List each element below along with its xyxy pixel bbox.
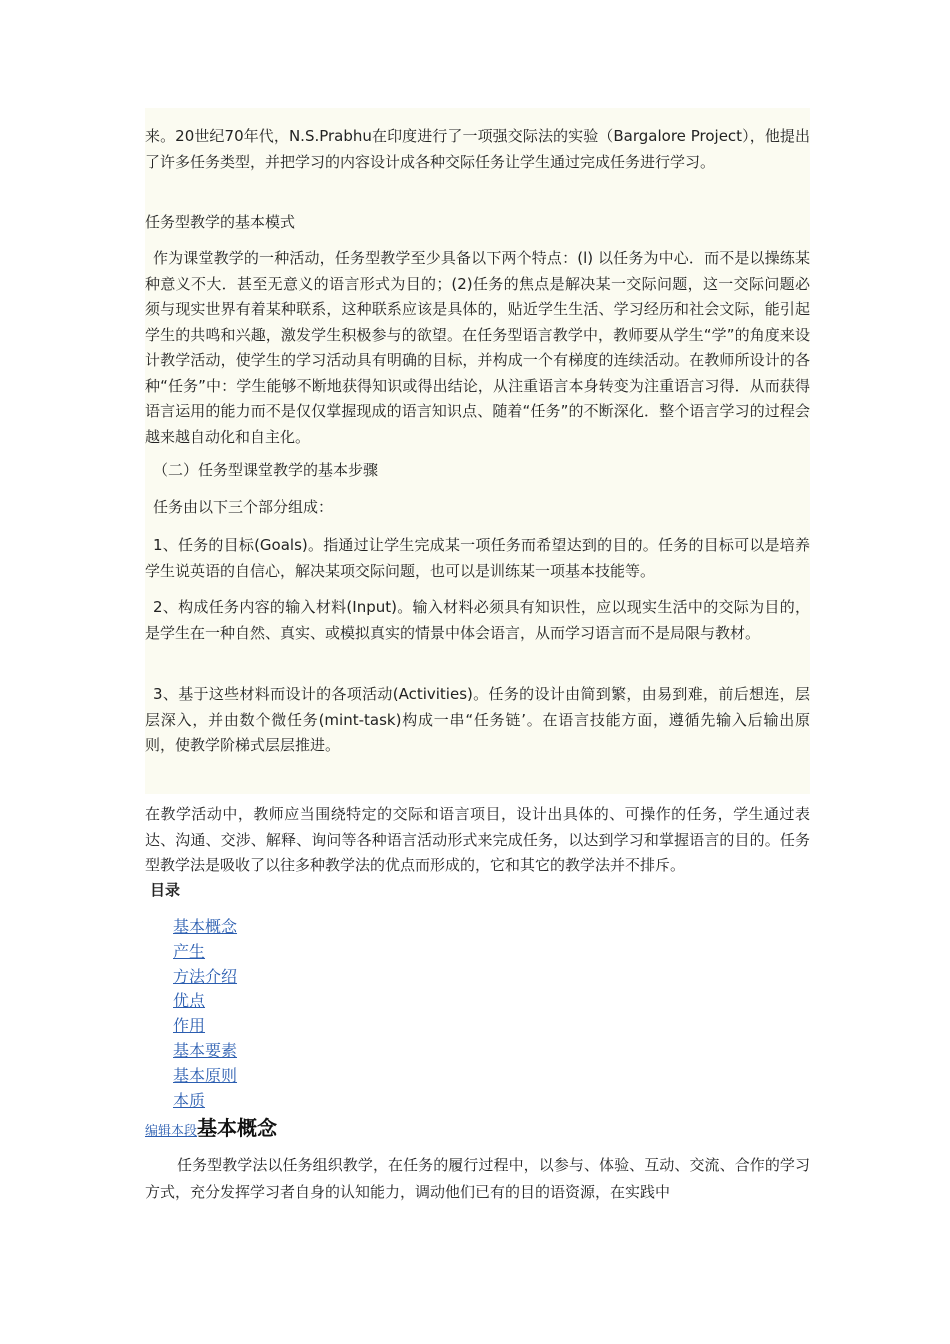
paragraph-steps-intro: 任务由以下三个部分组成： bbox=[153, 498, 334, 516]
section-heading bbox=[145, 1112, 277, 1141]
paragraph-step-1: 1、任务的目标(Goals)。指通过让学生完成某一项任务而希望达到的目的。任务的目标可以是培养学生说英语的自信心，解决某项交际问题，也可以是训练某一项基本技能等。 bbox=[145, 536, 810, 580]
edit-section-link[interactable]: 编辑本段 bbox=[145, 1124, 198, 1139]
heading-basic-model: 任务型教学的基本模式 bbox=[145, 213, 296, 231]
heading-basic-steps: （二）任务型课堂教学的基本步骤 bbox=[153, 461, 379, 479]
paragraph-features: 作为课堂教学的一种活动，任务型教学至少具备以下两个特点：(l) 以任务为中心．而不是以操练某种意义不大．甚至无意义的语言形式为目的；(2)任务的焦点是解决某一交际问题，这一交际问题必须与现实世界有着某种联系，这种联系应该是具体的，贴近学生生活、学习经历和社会文际，能引起学生的共鸣和兴趣，激发学生积极参与的欲望。在任务型语言教学中，教师要从学生“学”的角度来设计教学活动，使学生的学习活动具有明确的目标，并构成一个有梯度的连续活动。在教师所设计的各种“任务”中：学生能够不断地获得知识或得出结论，从注重语言本身转变为注重语言习得．从而获得语言运用的能力而不是仅仅掌握现成的语言知识点、随着“任务”的不断深化．整个语言学习的过程会越来越自动化和自主化。 bbox=[145, 249, 810, 446]
toc-link-origin[interactable]: 产生 bbox=[173, 941, 206, 961]
toc-title: 目录 bbox=[150, 881, 181, 899]
toc-link-principles[interactable]: 基本原则 bbox=[173, 1065, 238, 1085]
paragraph-step-2: 2、构成任务内容的输入材料(Input)。输入材料必须具有知识性，应以现实生活中的交际为目的，是学生在一种自然、真实、或模拟真实的情景中体会语言，从而学习语言而不是局限与教材。 bbox=[145, 598, 810, 642]
paragraph-teaching-activity: 在教学活动中，教师应当围绕特定的交际和语言项目，设计出具体的、可操作的任务，学生通过表达、沟通、交涉、解释、询问等各种语言活动形式来完成任务，以达到学习和掌握语言的目的。任务型教学法是吸收了以往多种教学法的优点而形成的，它和其它的教学法并不排斥。 bbox=[145, 805, 810, 874]
paragraph-basic-concept: 任务型教学法以任务组织教学，在任务的履行过程中，以参与、体验、互动、交流、合作的学习方式，充分发挥学习者自身的认知能力，调动他们已有的目的语资源，在实践中 bbox=[145, 1156, 810, 1201]
toc-link-function[interactable]: 作用 bbox=[173, 1016, 206, 1036]
paragraph-intro-continued: 来。20世纪70年代，N.S.Prabhu在印度进行了一项强交际法的实验（Bargalore Project），他提出了许多任务类型，并把学习的内容设计成各种交际任务让学生通过完成任务进行学习。 bbox=[145, 127, 810, 171]
table-of-contents bbox=[173, 915, 237, 1113]
toc-link-essence[interactable]: 本质 bbox=[173, 1090, 206, 1110]
toc-link-elements[interactable]: 基本要素 bbox=[173, 1040, 238, 1060]
toc-link-basic-concept[interactable]: 基本概念 bbox=[173, 917, 238, 936]
section-title: 基本概念 bbox=[197, 1116, 278, 1140]
toc-link-method[interactable]: 方法介绍 bbox=[173, 966, 238, 986]
toc-link-advantages[interactable]: 优点 bbox=[173, 991, 206, 1011]
paragraph-step-3: 3、基于这些材料而设计的各项活动(Activities)。任务的设计由简到繁，由易到难，前后想连，层层深入，并由数个微任务(mint-task)构成一串“任务链’。在语言技能方面，遵循先输入后输出原则，使教学阶梯式层层推进。 bbox=[145, 685, 810, 754]
